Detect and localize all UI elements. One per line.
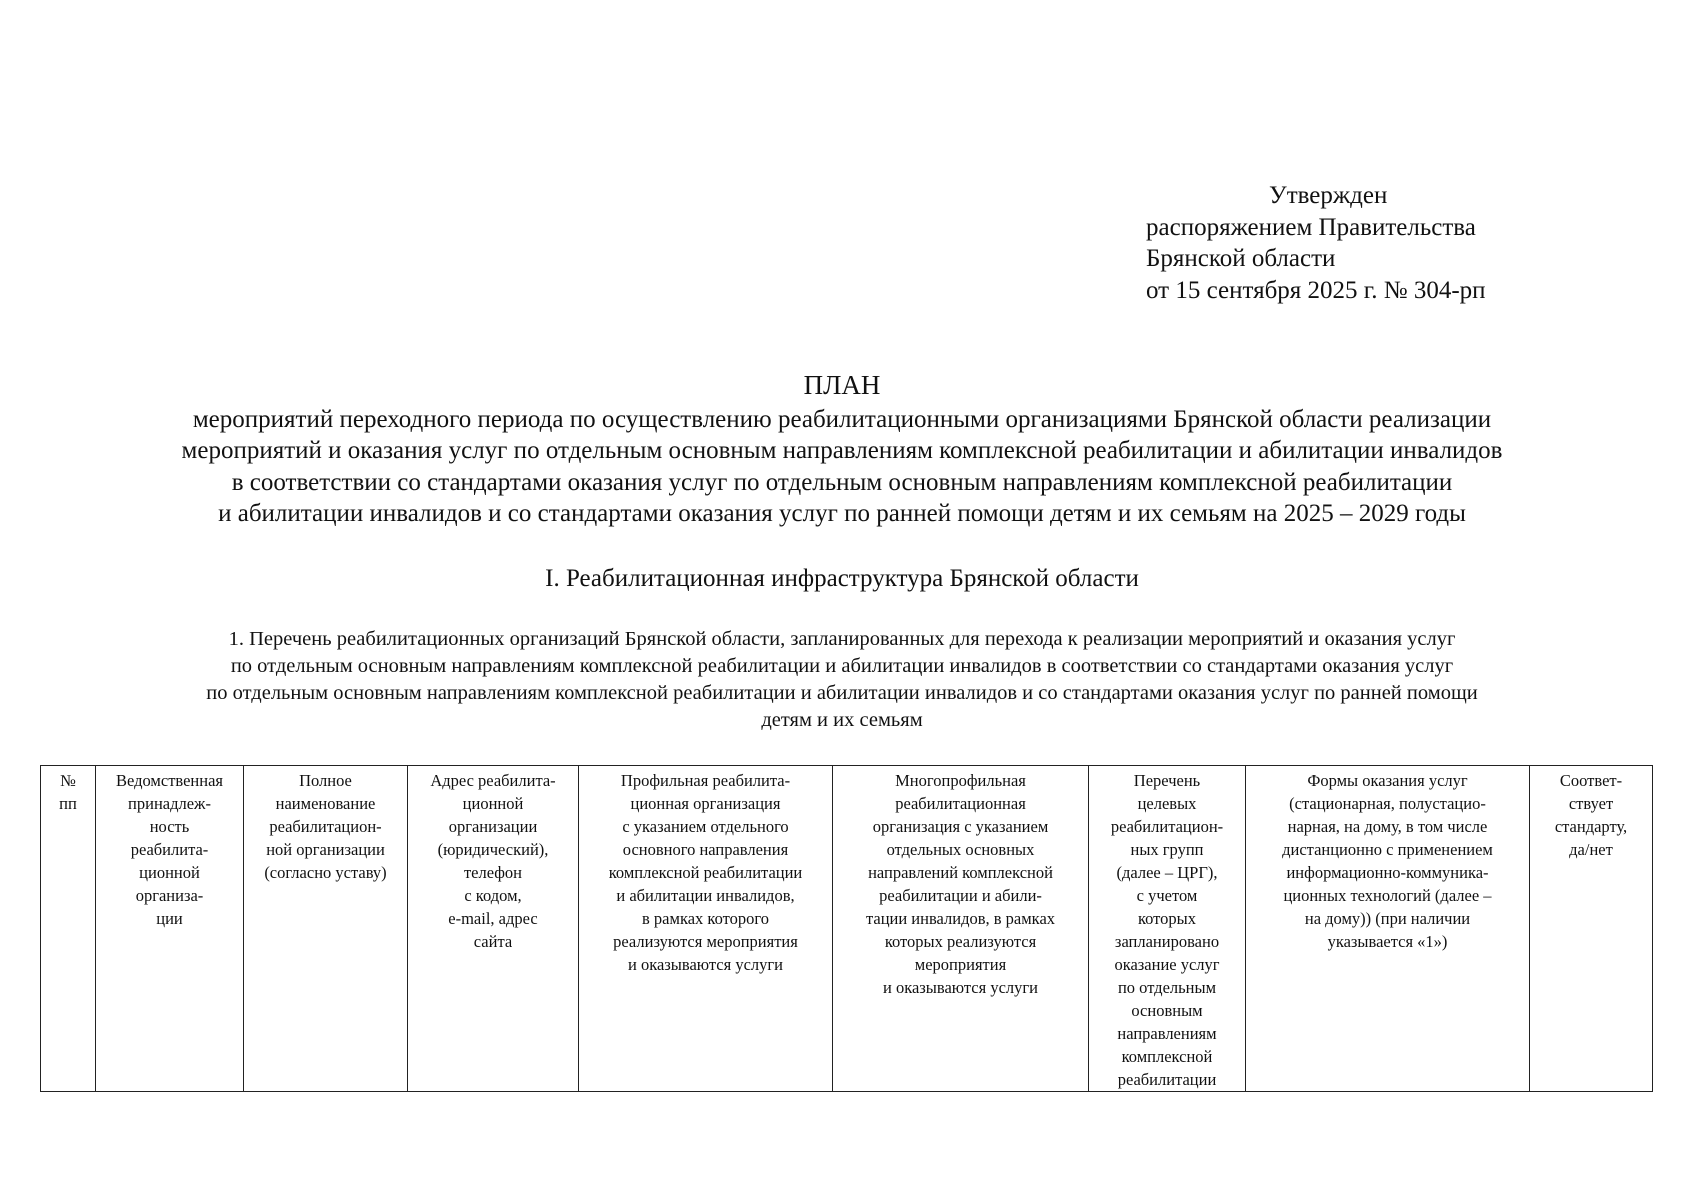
title-line: и абилитации инвалидов и со стандартами оказания услуг по ранней помощи детям и их семьям на 2025 – 2029 годы bbox=[218, 500, 1466, 527]
subsection-line: 1. Перечень реабилитационных организаций Брянской области, запланированных для перехода к реализации мероприятий и оказания услуг bbox=[228, 628, 1456, 650]
column-header-line: ность bbox=[149, 817, 190, 836]
title-line: мероприятий и оказания услуг по отдельным основным направлениям комплексной реабилитации и абилитации инвалидов bbox=[181, 437, 1503, 464]
column-header-line: запланировано bbox=[1114, 932, 1220, 951]
column-header-line: принадлеж- bbox=[128, 794, 211, 813]
column-header-number bbox=[41, 766, 96, 1092]
column-header-profile-org bbox=[579, 766, 833, 1092]
column-header-line: с кодом, bbox=[464, 886, 522, 905]
column-header-line: стандарту, bbox=[1554, 817, 1628, 836]
column-header-line: отдельных основных bbox=[886, 840, 1035, 859]
table-header-row bbox=[41, 766, 1653, 1092]
column-header-multiprofile-org bbox=[833, 766, 1089, 1092]
approval-line: Брянской области bbox=[1146, 245, 1336, 272]
subsection-line: детям и их семьям bbox=[761, 709, 923, 731]
column-header-line: основным bbox=[1131, 1001, 1203, 1020]
column-header-line: ных групп bbox=[1130, 840, 1204, 859]
column-header-line: реабилитации bbox=[1117, 1070, 1217, 1089]
column-header-line: и абилитации инвалидов, bbox=[616, 886, 795, 905]
column-header-line: Адрес реабилита- bbox=[430, 771, 556, 790]
column-header-line: e-mail, адрес bbox=[448, 909, 538, 928]
column-header-line: Ведомственная bbox=[115, 771, 223, 790]
column-header-line: комплексной bbox=[1121, 1047, 1213, 1066]
column-header-line: реабилитацион- bbox=[269, 817, 382, 836]
subsection-heading bbox=[0, 626, 1684, 734]
column-header-affiliation bbox=[96, 766, 244, 1092]
column-header-line: информационно-коммуника- bbox=[1286, 863, 1489, 882]
column-header-line: тации инвалидов, в рамках bbox=[865, 909, 1056, 928]
column-header-standard-compliance bbox=[1530, 766, 1653, 1092]
column-header-line: на дому)) (при наличии bbox=[1304, 909, 1471, 928]
column-header-line: (далее – ЦРГ), bbox=[1116, 863, 1218, 882]
column-header-line: Полное bbox=[299, 771, 352, 790]
column-header-line: (стационарная, полустацио- bbox=[1289, 794, 1486, 813]
column-header-line: (согласно уставу) bbox=[264, 863, 387, 882]
column-header-line: ционной bbox=[462, 794, 524, 813]
column-header-full-name bbox=[244, 766, 408, 1092]
subsection-line: по отдельным основным направлениям комплексной реабилитации и абилитации инвалидов в соответствии со стандартами оказания услуг bbox=[230, 655, 1454, 677]
section-heading: I. Реабилитационная инфраструктура Брянской области bbox=[545, 565, 1139, 592]
column-header-line: нарная, на дому, в том числе bbox=[1287, 817, 1488, 836]
column-header-service-forms bbox=[1246, 766, 1530, 1092]
column-header-line: с указанием отдельного bbox=[622, 817, 789, 836]
column-header-line: и оказываются услуги bbox=[882, 978, 1038, 997]
plan-heading: ПЛАН bbox=[803, 370, 881, 400]
column-header-address bbox=[408, 766, 579, 1092]
column-header-line: основного направления bbox=[622, 840, 789, 859]
column-header-line: дистанционно с применением bbox=[1282, 840, 1493, 859]
column-header-line: сайта bbox=[473, 932, 513, 951]
column-header-line: ствует bbox=[1568, 794, 1614, 813]
column-header-line: в рамках которого bbox=[642, 909, 769, 928]
column-header-line: с учетом bbox=[1136, 886, 1198, 905]
column-header-line: ционных технологий (далее – bbox=[1283, 886, 1492, 905]
column-header-line: ционной bbox=[139, 863, 200, 882]
column-header-line: реабилитационная bbox=[895, 794, 1026, 813]
column-header-line: комплексной реабилитации bbox=[608, 863, 803, 882]
approval-line: от 15 сентября 2025 г. № 304-рп bbox=[1146, 276, 1486, 304]
column-header-target-groups bbox=[1089, 766, 1246, 1092]
column-header-line: направлений комплексной bbox=[868, 863, 1053, 882]
column-header-line: Многопрофильная bbox=[895, 771, 1026, 790]
column-header-line: ции bbox=[156, 909, 183, 928]
approval-line: Утвержден bbox=[1269, 182, 1388, 209]
column-header-line: по отдельным bbox=[1117, 978, 1217, 997]
column-header-line: реабилита- bbox=[130, 840, 209, 859]
document-title bbox=[0, 370, 1684, 530]
column-header-line: № bbox=[60, 771, 76, 790]
column-header-line: реабилитацион- bbox=[1110, 817, 1224, 836]
column-header-line: которых реализуются bbox=[884, 932, 1037, 951]
title-line: в соответствии со стандартами оказания услуг по отдельным основным направлениям комплексной реабилитации bbox=[231, 468, 1453, 496]
column-header-line: Профильная реабилита- bbox=[620, 771, 791, 790]
column-header-line: реабилитации и абили- bbox=[879, 886, 1042, 905]
column-header-line: пп bbox=[59, 794, 77, 813]
column-header-line: мероприятия bbox=[914, 955, 1007, 974]
column-header-line: указывается «1») bbox=[1327, 932, 1448, 951]
column-header-line: направлениям bbox=[1117, 1024, 1217, 1043]
column-header-line: ной организации bbox=[266, 840, 385, 859]
column-header-line: (юридический), bbox=[437, 840, 549, 859]
column-header-line: которых bbox=[1137, 909, 1197, 928]
column-header-line: ционная организация bbox=[630, 794, 781, 813]
title-line: мероприятий переходного периода по осуществлению реабилитационными организациями Брянской области реализации bbox=[192, 405, 1492, 433]
column-header-line: и оказываются услуги bbox=[627, 955, 783, 974]
column-header-line: Формы оказания услуг bbox=[1307, 771, 1468, 790]
organizations-table bbox=[40, 765, 1653, 1092]
column-header-line: организация с указанием bbox=[872, 817, 1049, 836]
column-header-line: телефон bbox=[463, 863, 523, 882]
column-header-line: целевых bbox=[1137, 794, 1197, 813]
column-header-line: Перечень bbox=[1133, 771, 1201, 790]
approval-line: распоряжением Правительства bbox=[1146, 213, 1476, 241]
column-header-line: да/нет bbox=[1569, 840, 1613, 859]
column-header-line: Соответ- bbox=[1559, 771, 1623, 790]
column-header-line: реализуются мероприятия bbox=[613, 932, 798, 951]
subsection-line: по отдельным основным направлениям комплексной реабилитации и абилитации инвалидов и со стандартами оказания услуг по ранней помощи bbox=[206, 682, 1478, 704]
approval-stamp bbox=[1146, 180, 1486, 306]
column-header-line: оказание услуг bbox=[1114, 955, 1220, 974]
column-header-line: организации bbox=[448, 817, 538, 836]
column-header-line: наименование bbox=[275, 794, 376, 813]
column-header-line: организа- bbox=[135, 886, 204, 905]
